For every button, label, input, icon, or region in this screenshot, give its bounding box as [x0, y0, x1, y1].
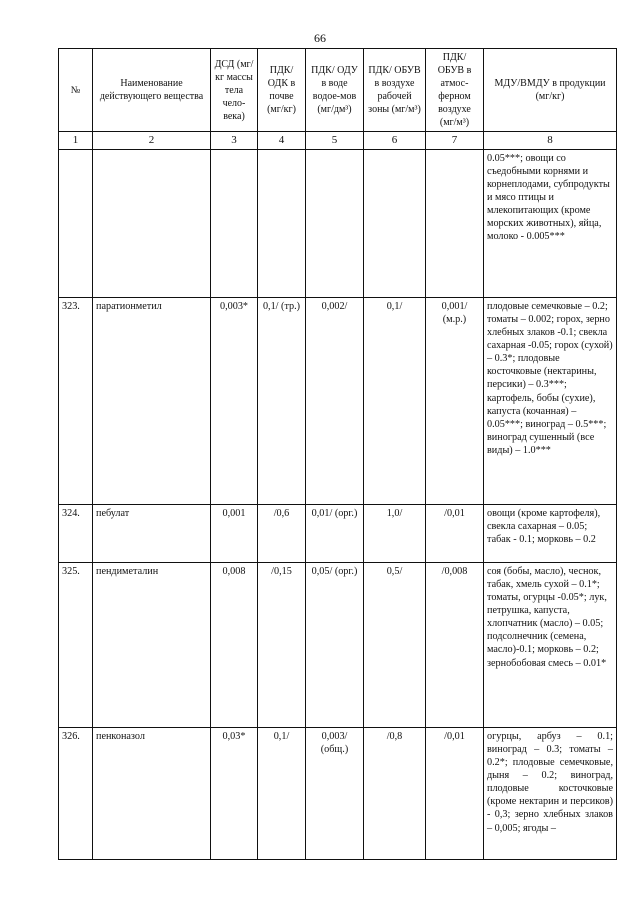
column-index: 6: [364, 132, 426, 150]
column-index: 3: [211, 132, 258, 150]
row-number: [59, 150, 93, 298]
header-atmospheric-air: ПДК/ ОБУВ в атмос-ферном воздухе (мг/м³): [426, 49, 484, 132]
header-number: №: [59, 49, 93, 132]
water-value: 0,05/ (орг.): [306, 563, 364, 728]
substance-name: [93, 150, 211, 298]
work-air-value: [364, 150, 426, 298]
table-row: [59, 728, 617, 860]
column-index: 7: [426, 132, 484, 150]
water-value: 0,003/ (общ.): [306, 728, 364, 860]
substance-name: пендиметалин: [93, 563, 211, 728]
row-number: 324.: [59, 505, 93, 563]
table-row: [59, 563, 617, 728]
table-row: [59, 298, 617, 505]
dsd-value: 0,003*: [211, 298, 258, 505]
work-air-value: 0,1/: [364, 298, 426, 505]
column-index: 8: [484, 132, 617, 150]
mdu-value: плодовые семечковые – 0.2; томаты – 0.002; горох, зерно хлебных злаков -0.1; свекла сахарная -0.05; горох (сухой) – 0.3*; плодовые косточковые (нектарины, персики) – 0.3***; картофель, бобы (сухие), капуста (кочанная) – 0.05***; виноград – 0.5***; виноград сушенный (все виды) – 1.0***: [484, 298, 617, 505]
table-row: [59, 150, 617, 298]
work-air-value: 1,0/: [364, 505, 426, 563]
header-water: ПДК/ ОДУ в воде водое-мов (мг/дм³): [306, 49, 364, 132]
water-value: [306, 150, 364, 298]
row-number: 323.: [59, 298, 93, 505]
column-index: 5: [306, 132, 364, 150]
dsd-value: 0,03*: [211, 728, 258, 860]
header-mdu: МДУ/ВМДУ в продукции (мг/кг): [484, 49, 617, 132]
header-work-air: ПДК/ ОБУВ в воздухе рабочей зоны (мг/м³): [364, 49, 426, 132]
dsd-value: [211, 150, 258, 298]
mdu-value: огурцы, арбуз – 0.1; виноград – 0.3; томаты – 0.2*; плодовые семечковые, дыня – 0.2; виноград, плодовые косточковые (кроме нектарин и персиков) - 0,3; зерно хлебных злаков – 0,005; ягоды –: [484, 728, 617, 860]
table-row: [59, 505, 617, 563]
header-substance-name: Наименование действующего вещества: [93, 49, 211, 132]
mdu-value: соя (бобы, масло), чеснок, табак, хмель сухой – 0.1*; томаты, огурцы -0.05*; лук, петрушка, капуста, хлопчатник (масло) – 0.05; подсолнечник (семена, масло)-0.1; морковь – 0.2; зернобобовая смесь – 0.01*: [484, 563, 617, 728]
atmospheric-air-value: [426, 150, 484, 298]
column-index: 2: [93, 132, 211, 150]
page-number: 66: [314, 31, 326, 45]
header-soil: ПДК/ ОДК в почве (мг/кг): [258, 49, 306, 132]
mdu-value: 0.05***; овощи со съедобными корнями и корнеплодами, субпродукты и мясо птицы и млекопитающих (кроме морских животных), яйца, молоко - 0.005***: [484, 150, 617, 298]
water-value: 0,01/ (орг.): [306, 505, 364, 563]
atmospheric-air-value: 0,001/ (м.р.): [426, 298, 484, 505]
dsd-value: 0,001: [211, 505, 258, 563]
soil-value: 0,1/: [258, 728, 306, 860]
pesticide-standards-table: [58, 48, 617, 860]
atmospheric-air-value: /0,008: [426, 563, 484, 728]
substance-name: пенконазол: [93, 728, 211, 860]
dsd-value: 0,008: [211, 563, 258, 728]
water-value: 0,002/: [306, 298, 364, 505]
work-air-value: 0,5/: [364, 563, 426, 728]
row-number: 325.: [59, 563, 93, 728]
substance-name: паратионметил: [93, 298, 211, 505]
soil-value: /0,15: [258, 563, 306, 728]
atmospheric-air-value: /0,01: [426, 728, 484, 860]
substance-name: пебулат: [93, 505, 211, 563]
atmospheric-air-value: /0,01: [426, 505, 484, 563]
soil-value: 0,1/ (тр.): [258, 298, 306, 505]
header-dsd: ДСД (мг/кг массы тела чело-века): [211, 49, 258, 132]
soil-value: [258, 150, 306, 298]
mdu-value: овощи (кроме картофеля), свекла сахарная – 0.05; табак - 0.1; морковь – 0.2: [484, 505, 617, 563]
column-index: 4: [258, 132, 306, 150]
header-row: [59, 49, 617, 132]
soil-value: /0,6: [258, 505, 306, 563]
column-index: 1: [59, 132, 93, 150]
row-number: 326.: [59, 728, 93, 860]
column-index-row: [59, 132, 617, 150]
work-air-value: /0,8: [364, 728, 426, 860]
